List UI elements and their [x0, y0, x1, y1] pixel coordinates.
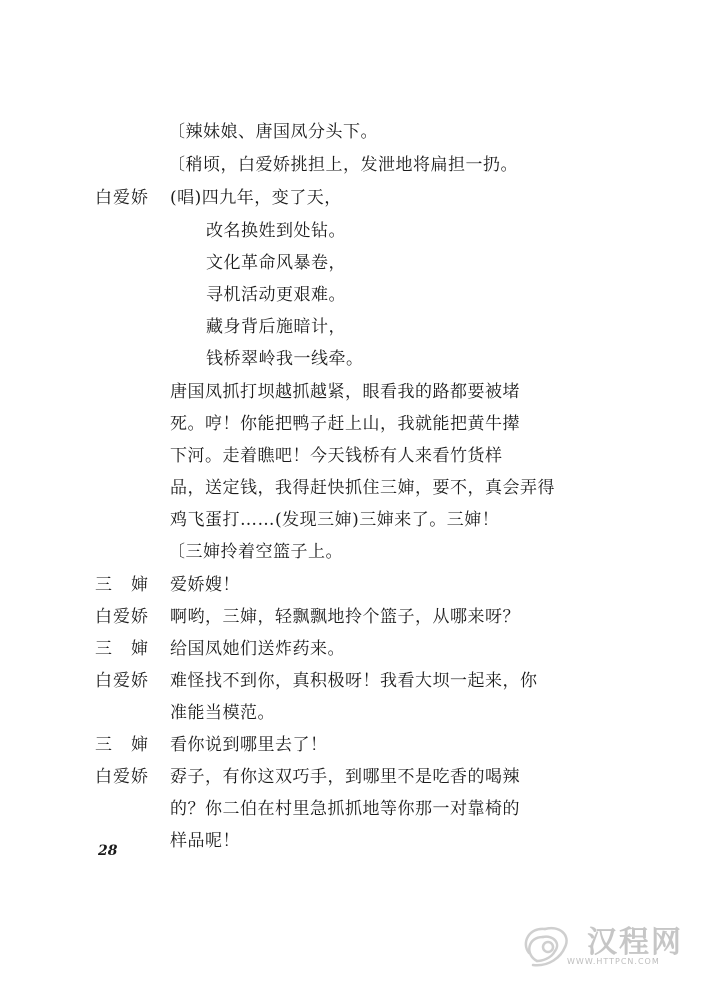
verse-line: 改名换姓到处钻。	[206, 221, 346, 241]
dialog-line: 啊哟，三婶，轻飘飘地拎个篮子，从哪来呀？	[170, 607, 520, 627]
speaker-name: 三 婶	[95, 735, 149, 755]
dialog-line: 孬子，有你这双巧手，到哪里不是吃香的喝辣	[170, 767, 520, 787]
dialog-line: 的？你二伯在村里急抓抓地等你那一对靠椅的	[170, 799, 520, 819]
dialog-line: 爱娇嫂！	[170, 575, 240, 595]
verse-line: 寻机活动更艰难。	[206, 285, 346, 305]
dialog-line: 品，送定钱，我得赶快抓住三婶，要不，真会弄得	[170, 478, 555, 498]
dialog-line: 准能当模范。	[170, 703, 275, 723]
verse-line: 藏身背后施暗计，	[206, 317, 346, 337]
dialog-line: (唱)四九年，变了天，	[170, 188, 342, 208]
verse-line: 钱桥翠岭我一线牵。	[206, 349, 364, 369]
speaker-name: 白爱娇	[95, 188, 149, 208]
watermark-logo-icon	[515, 915, 585, 975]
dialog-line: 鸡飞蛋打……(发现三婶)三婶来了。三婶！	[170, 510, 500, 530]
dialog-line: 唐国凤抓打坝越抓越紧，眼看我的路都要被堵	[170, 382, 520, 402]
watermark-url: WWW.HTTPCN.COM	[567, 957, 660, 966]
dialog-line: 死。哼！你能把鸭子赶上山，我就能把黄牛撵	[170, 414, 520, 434]
dialog-line: 看你说到哪里去了！	[170, 735, 328, 755]
verse-line: 文化革命风暴卷，	[206, 253, 346, 273]
speaker-name: 白爱娇	[95, 671, 149, 691]
dialog-line: 难怪找不到你，真积极呀！我看大坝一起来，你	[170, 671, 538, 691]
dialog-line: 下河。走着瞧吧！今天钱桥有人来看竹货样	[170, 446, 503, 466]
speaker-name: 白爱娇	[95, 607, 149, 627]
speaker-name: 三 婶	[95, 575, 149, 595]
dialog-line: 样品呢！	[170, 831, 240, 851]
stage-direction: 〔稍顷，白爱娇挑担上，发泄地将扁担一扔。	[168, 155, 518, 175]
stage-direction: 〔辣妹娘、唐国凤分头下。	[168, 122, 378, 142]
page-number: 28	[98, 843, 118, 859]
watermark	[515, 915, 700, 975]
speaker-name: 三 婶	[95, 639, 149, 659]
dialog-line: 给国凤她们送炸药来。	[170, 639, 345, 659]
speaker-name: 白爱娇	[95, 767, 149, 787]
stage-direction: 〔三婶拎着空篮子上。	[168, 542, 343, 562]
watermark-name: 汉程网	[587, 925, 683, 960]
